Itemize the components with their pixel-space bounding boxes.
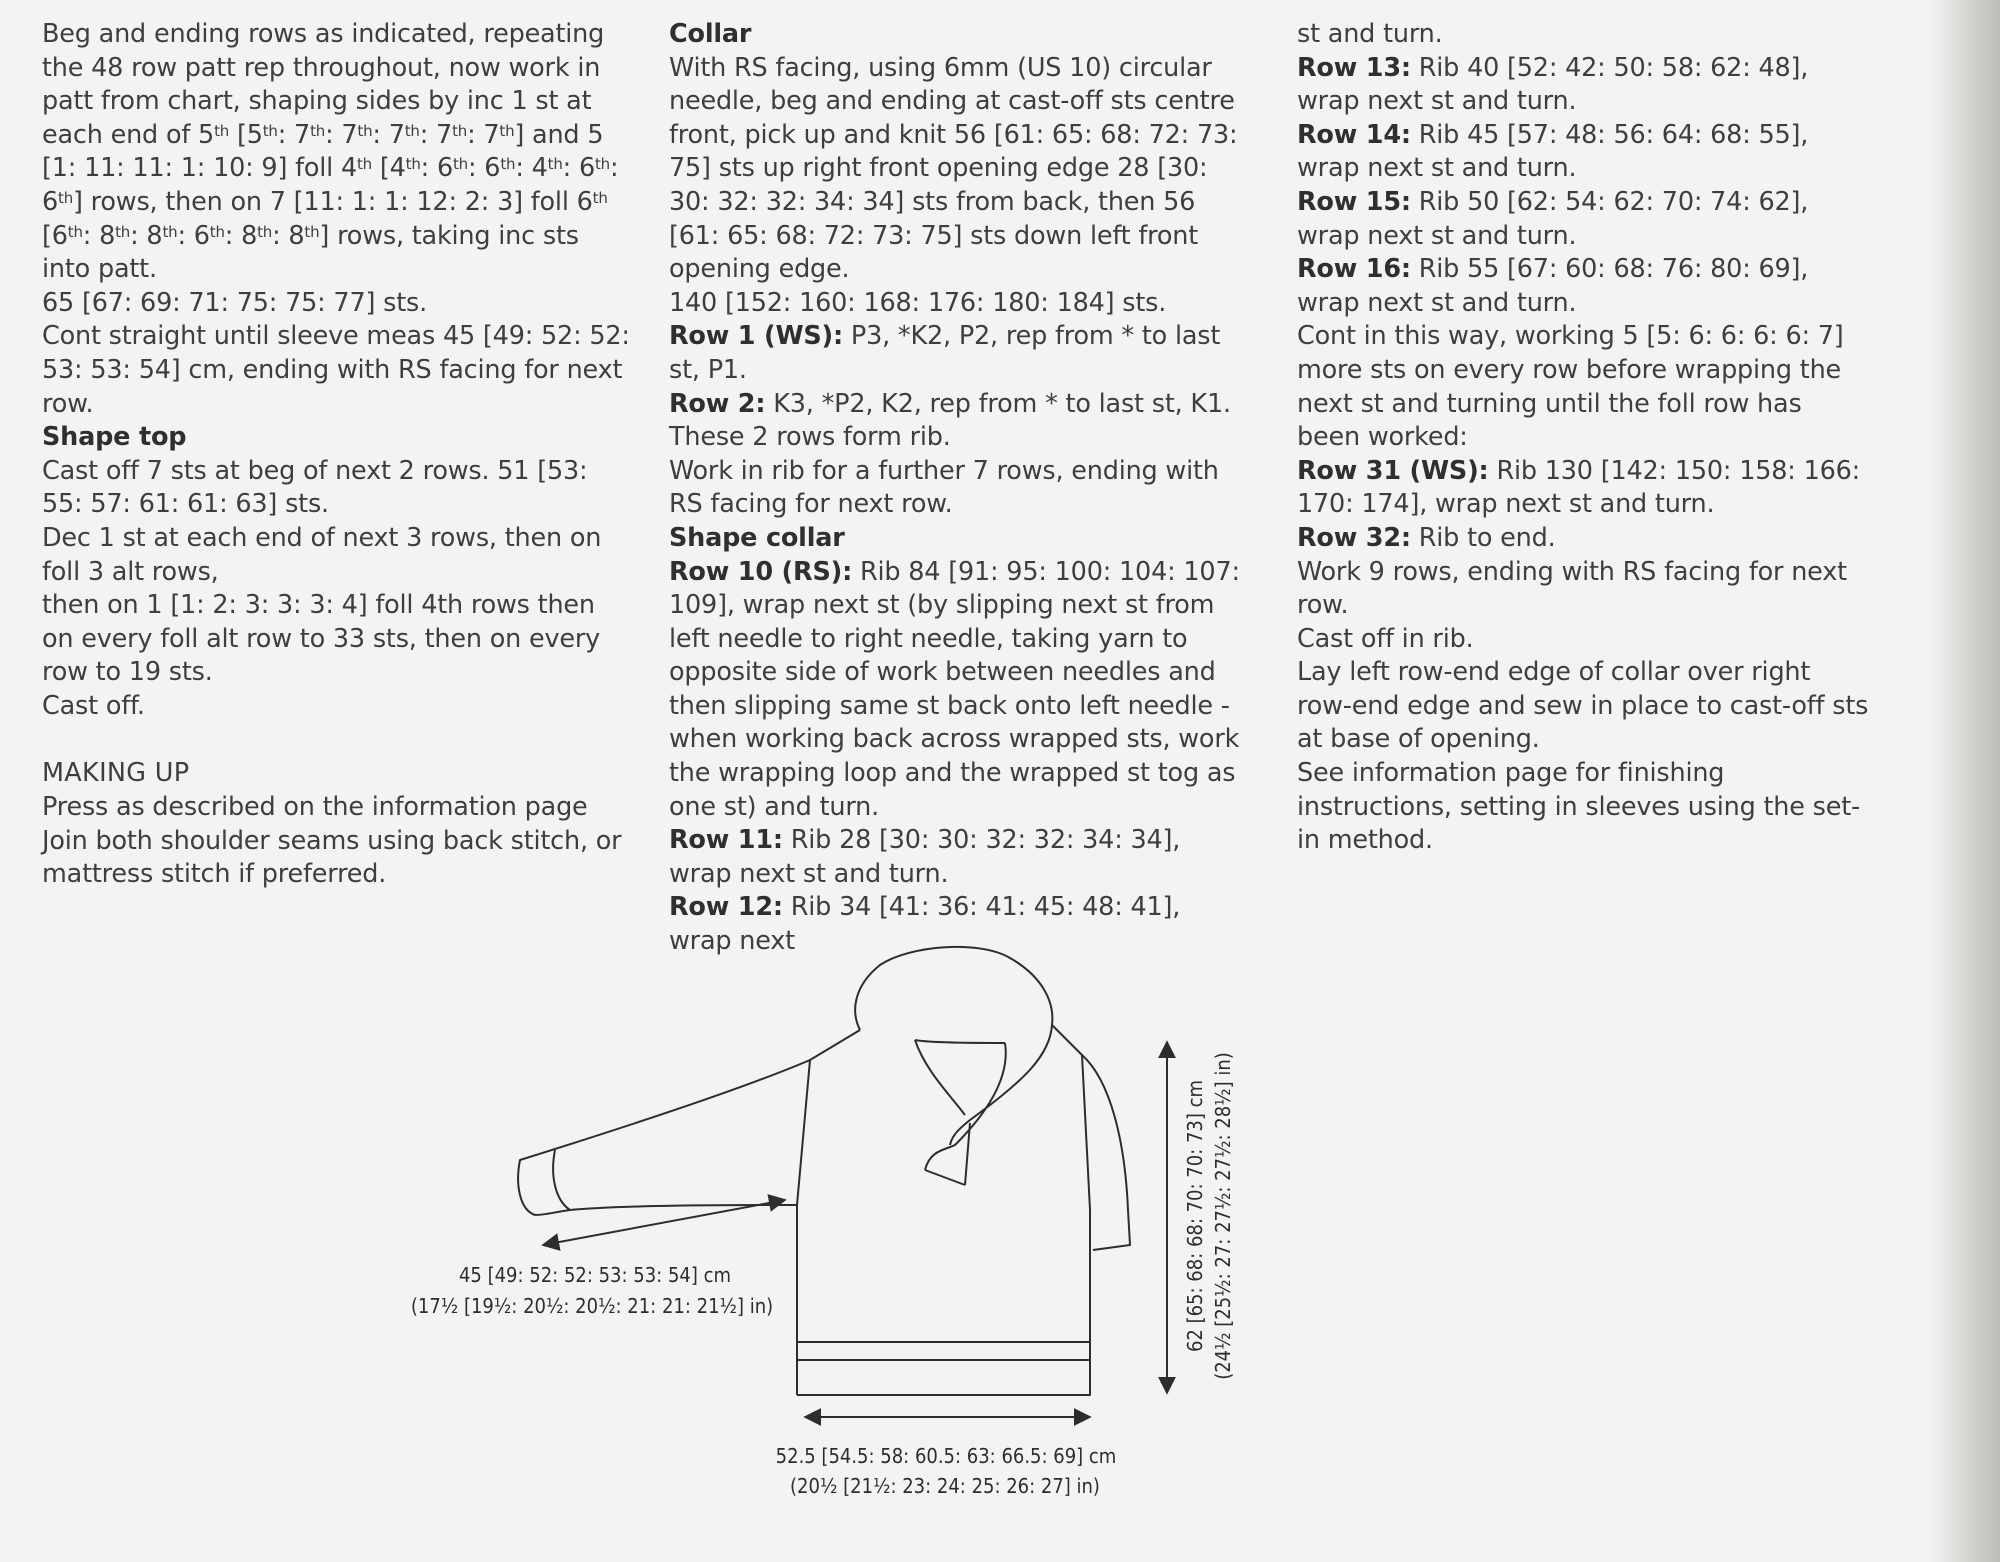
row-2-instruction: Row 2: K3, *P2, K2, rep from * to last st, K1. (669, 388, 1231, 419)
row-31-instruction: Row 31 (WS): Rib 130 [142: 150: 158: 166: 170: 174], wrap next st and turn. (1297, 455, 1861, 520)
ordinal-suffix: th (453, 155, 468, 174)
cast-off-rib-line: Cast off in rib. (1297, 623, 1474, 654)
row-14-instruction: Row 14: Rib 45 [57: 48: 56: 64: 68: 55], wrap next st and turn. (1297, 119, 1809, 184)
join-seams-paragraph: Join both shoulder seams using back stitch, or mattress stitch if preferred. (42, 825, 622, 890)
chest-width-cm: 52.5 [54.5: 58: 60.5: 63: 66.5: 69] cm (775, 1444, 1117, 1468)
collar-heading: Collar (669, 19, 752, 49)
ordinal-suffix: th (257, 222, 273, 241)
ordinal-suffix: th (67, 222, 83, 241)
ordinal-suffix: th (547, 155, 563, 174)
cont-straight-paragraph: Cont straight until sleeve meas 45 [49: 52: 52: 53: 53: 54] cm, ending with RS facing for next row. (42, 321, 630, 419)
ordinal-suffix: th (162, 222, 178, 241)
chest-width-in: (20½ [21½: 23: 24: 25: 26: 27] in) (790, 1474, 1100, 1498)
row-1-instruction: Row 1 (WS): P3, *K2, P2, rep from * to last st, P1. (669, 321, 1221, 385)
press-paragraph: Press as described on the information page (42, 792, 588, 823)
ordinal-suffix: th (262, 121, 278, 140)
row-16-instruction: Row 16: Rib 55 [67: 60: 68: 76: 80: 69], wrap next st and turn. (1297, 254, 1809, 318)
pick-up-paragraph: With RS facing, using 6mm (US 10) circular needle, beg and ending at cast-off sts centre front, pick up and knit 56 [61: 65: 68: 72: 73: 75] sts up right front opening edge 28 [30: 30: 32: 32: 34: 34] sts from back, then 56 [61: 65: 68: 72: 73: 75] sts down left front opening edge. (669, 52, 1238, 285)
row-15-instruction: Row 15: Rib 50 [62: 54: 62: 70: 74: 62], wrap next st and turn. (1297, 186, 1809, 251)
shape-top-heading: Shape top (42, 422, 187, 453)
lay-collar-paragraph: Lay left row-end edge of collar over right row-end edge and sew in place to cast-off sts at base of opening. (1297, 657, 1869, 755)
sleeve-length-cm: 45 [49: 52: 52: 53: 53: 54] cm (458, 1263, 732, 1287)
rib-note: These 2 rows form rib. (669, 422, 951, 453)
ordinal-suffix: th (214, 121, 230, 140)
row-10-instruction: Row 10 (RS): Rib 84 [91: 95: 100: 104: 107: 109], wrap next st (by slipping next st from left needle to right needle, taking yarn to opposite side of work between needles and then slipping same st back onto left needle - when working back across wrapped sts, work the wrapping loop and the wrapped st tog as one st) and turn. (669, 556, 1240, 822)
ordinal-suffix: th (58, 188, 74, 207)
cast-off-paragraph: Cast off 7 sts at beg of next 2 rows. 51 [53: 55: 57: 61: 61: 63] sts. (42, 455, 588, 520)
sweater-outline (518, 947, 1130, 1395)
sleeve-length-in: (17½ [19½: 20½: 20½: 21: 21: 21½] in) (410, 1294, 774, 1318)
row-13-instruction: Row 13: Rib 40 [52: 42: 50: 58: 62: 48], wrap next st and turn. (1297, 52, 1809, 117)
ordinal-suffix: th (357, 121, 373, 140)
ordinal-suffix: th (356, 155, 372, 174)
ordinal-suffix: th (594, 155, 610, 174)
ordinal-suffix: th (304, 222, 320, 241)
ordinal-suffix: th (115, 222, 131, 241)
ordinal-suffix: th (500, 155, 516, 174)
work-9-rows-paragraph: Work 9 rows, ending with RS facing for next row. (1297, 556, 1847, 621)
cont-this-way-paragraph: Cont in this way, working 5 [5: 6: 6: 6: 6: 7] more sts on every row before wrapping the next st and turning until the foll row has been worked: (1297, 321, 1844, 453)
ordinal-suffix: th (404, 121, 420, 140)
ordinal-suffix: th (452, 121, 468, 140)
ordinal-suffix: th (310, 121, 326, 140)
sleeve-shaping-paragraph: Beg and ending rows as indicated, repeating the 48 row patt rep throughout, now work in patt from chart, shaping sides by inc 1 st at each end of 5th [5th: 7th: 7th: 7th: 7th: 7th] and 5 [1: 11: 11: 1: 10: 9] foll 4th [4th: 6th: 6th: 4th: 6th: 6th] rows, then on 7 [11: 1: 1: 12: 2: 3] foll 6th [6th: 8th: 8th: 6th: 8th: 8th] rows, taking inc sts into patt. (42, 19, 619, 285)
row-11-instruction: Row 11: Rib 28 [30: 30: 32: 32: 34: 34], wrap next st and turn. (669, 825, 1181, 889)
dec-continued-paragraph: then on 1 [1: 2: 3: 3: 3: 4] foll 4th rows then on every foll alt row to 33 sts, then on every row to 19 sts. (42, 590, 601, 688)
collar-stitch-count: 140 [152: 160: 168: 176: 180: 184] sts. (669, 287, 1167, 318)
row-12-continuation: st and turn. (1297, 19, 1443, 49)
shape-collar-heading: Shape collar (669, 522, 845, 553)
dec-paragraph: Dec 1 st at each end of next 3 rows, then on foll 3 alt rows, (42, 522, 602, 587)
ordinal-suffix: th (499, 121, 515, 140)
ordinal-suffix: th (592, 188, 608, 207)
finishing-paragraph: See information page for finishing instructions, setting in sleeves using the set-in method. (1297, 758, 1861, 856)
making-up-heading: MAKING UP (42, 758, 190, 789)
ordinal-suffix: th (209, 222, 225, 241)
body-length-in: (24½ [25½: 27: 27½: 27½: 28½] in) (1211, 1052, 1235, 1380)
row-32-instruction: Row 32: Rib to end. (1297, 522, 1556, 553)
ordinal-suffix: th (405, 155, 421, 174)
row-12-instruction: Row 12: Rib 34 [41: 36: 41: 45: 48: 41], wrap next (669, 892, 1181, 957)
sleeve-stitch-count: 65 [67: 69: 71: 75: 75: 77] sts. (42, 287, 428, 318)
cast-off-line: Cast off. (42, 690, 145, 721)
work-rib-paragraph: Work in rib for a further 7 rows, ending with RS facing for next row. (669, 455, 1219, 520)
body-length-cm: 62 [65: 68: 68: 70: 70: 73] cm (1183, 1079, 1207, 1353)
